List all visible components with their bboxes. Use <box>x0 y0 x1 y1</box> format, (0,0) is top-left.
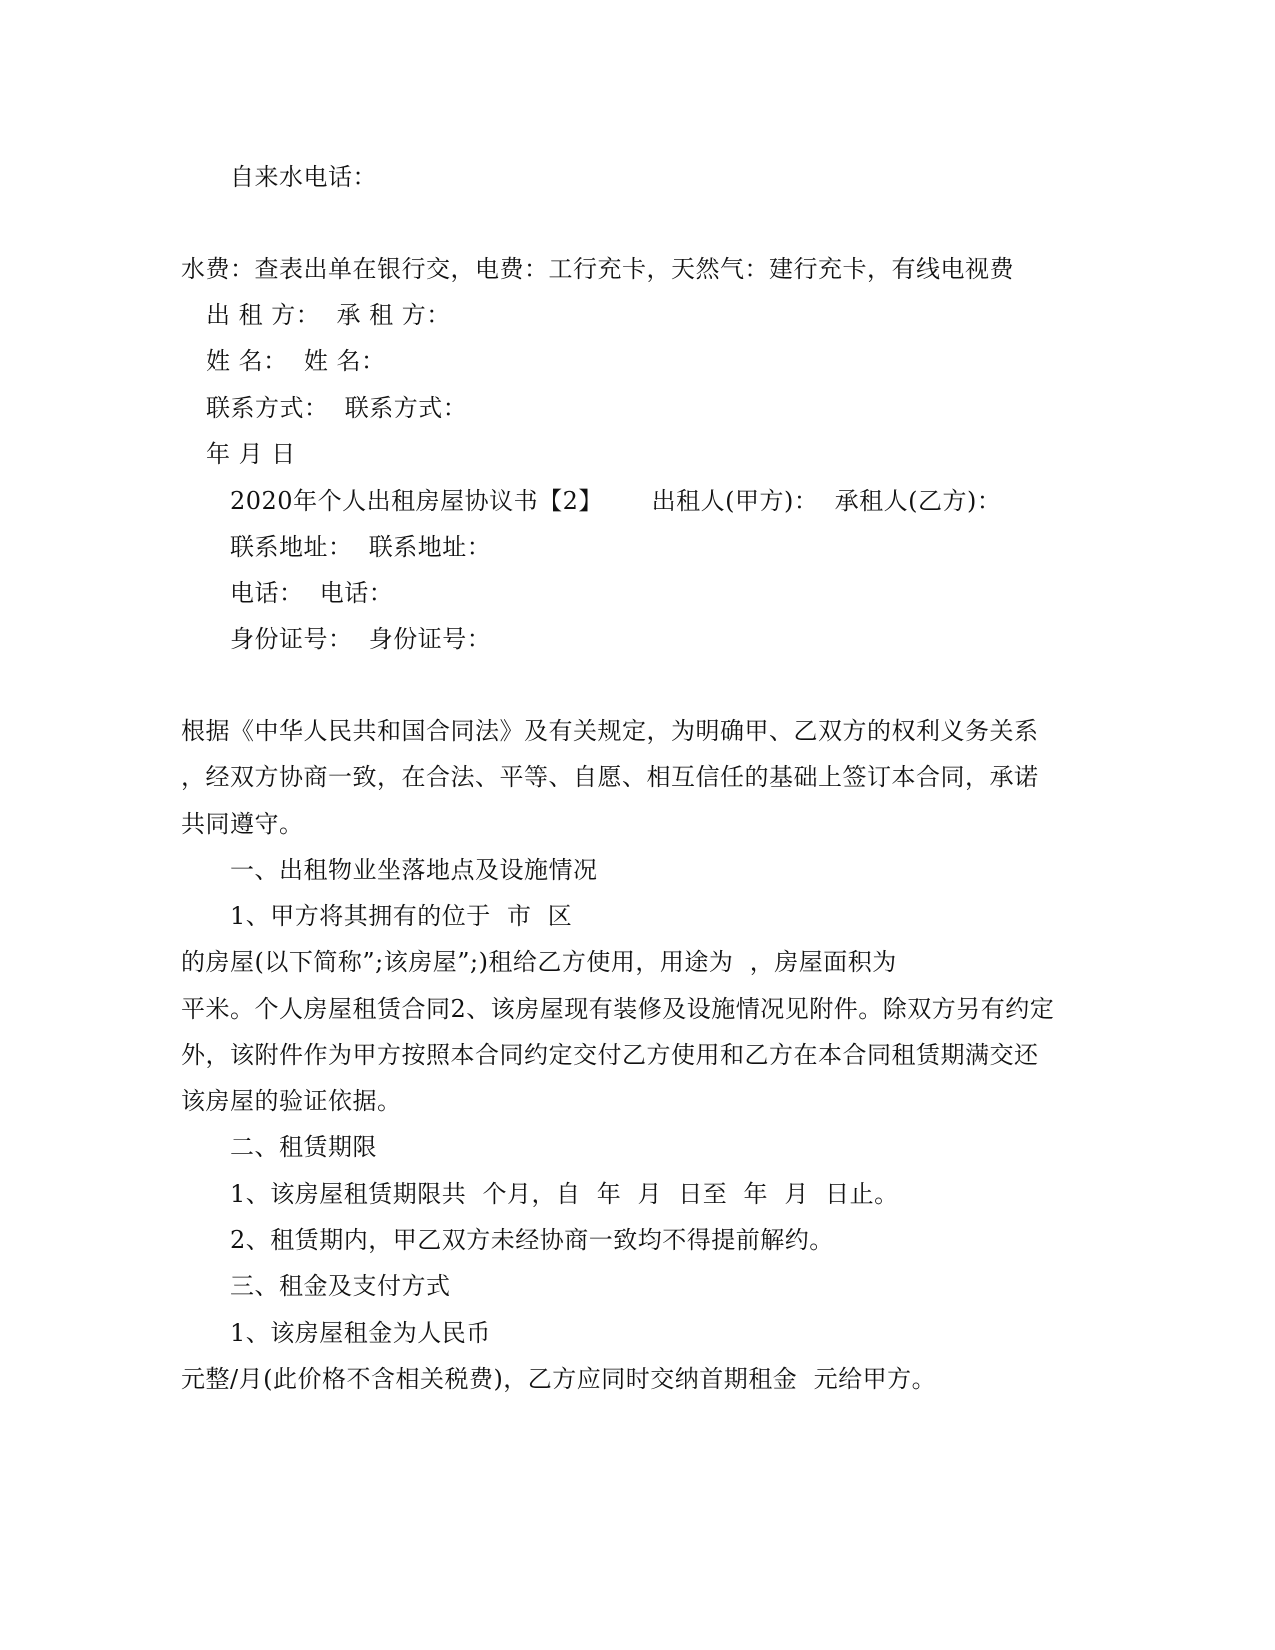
text-line: 水费：查表出单在银行交，电费：工行充卡，天然气：建行充卡，有线电视费 <box>181 255 1014 283</box>
text-line: 根据《中华人民共和国合同法》及有关规定，为明确甲、乙双方的权利义务关系 <box>181 717 1039 745</box>
text-line: 一、出租物业坐落地点及设施情况 <box>230 856 598 884</box>
text-line: 1、该房屋租赁期限共 个月，自 年 月 日至 年 月 日止。 <box>230 1180 899 1208</box>
text-line: 2020年个人出租房屋协议书【2】 出租人(甲方)： 承租人(乙方)： <box>230 487 1002 515</box>
text-line: 姓 名： 姓 名： <box>206 347 386 375</box>
text-line: 该房屋的验证依据。 <box>181 1087 402 1115</box>
text-line: 联系方式： 联系方式： <box>206 394 468 422</box>
text-line: 三、租金及支付方式 <box>230 1272 451 1300</box>
text-line: 年 月 日 <box>206 440 296 468</box>
text-line: 出 租 方： 承 租 方： <box>206 301 451 329</box>
text-line: 的房屋(以下简称”;该房屋”;)租给乙方使用，用途为 ，房屋面积为 <box>181 948 897 976</box>
text-line: 自来水电话： <box>230 163 377 191</box>
text-line: 1、甲方将其拥有的位于 市 区 <box>230 902 573 930</box>
text-line: 外，该附件作为甲方按照本合同约定交付乙方使用和乙方在本合同租赁期满交还 <box>181 1041 1039 1069</box>
text-line: 二、租赁期限 <box>230 1133 377 1161</box>
text-line: 1、该房屋租金为人民币 <box>230 1319 491 1347</box>
text-line: ，经双方协商一致，在合法、平等、自愿、相互信任的基础上签订本合同，承诺 <box>181 763 1039 791</box>
text-line: 2、租赁期内，甲乙双方未经协商一致均不得提前解约。 <box>230 1226 834 1254</box>
text-line: 电话： 电话： <box>230 579 394 607</box>
text-line: 联系地址： 联系地址： <box>230 533 492 561</box>
text-line: 元整/月(此价格不含相关税费)，乙方应同时交纳首期租金 元给甲方。 <box>181 1365 937 1393</box>
text-line: 身份证号： 身份证号： <box>230 625 492 653</box>
text-line: 共同遵守。 <box>181 810 304 838</box>
text-line: 平米。个人房屋租赁合同2、该房屋现有装修及设施情况见附件。除双方另有约定 <box>181 995 1055 1023</box>
